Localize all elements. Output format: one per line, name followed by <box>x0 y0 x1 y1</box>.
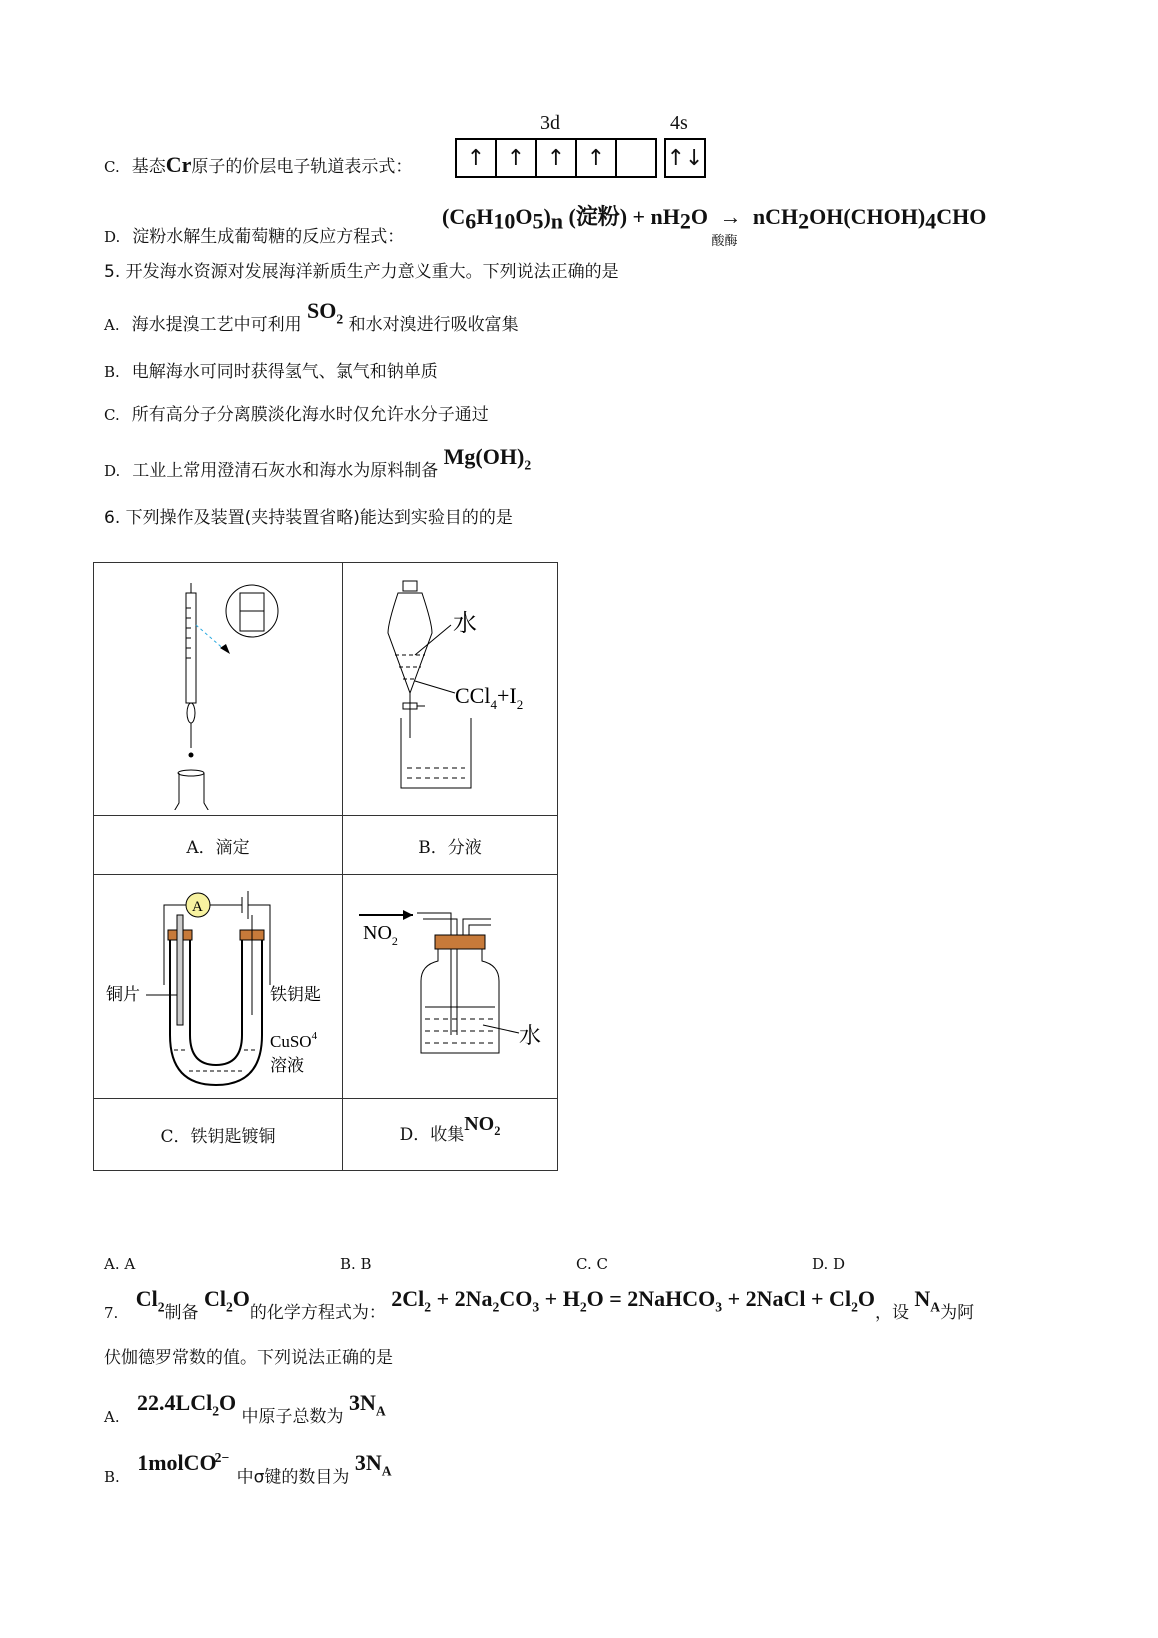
water-label: 水 <box>453 609 477 637</box>
solution-label: 溶液 <box>270 1056 304 1076</box>
q5-option-d: D. 工业上常用澄清石灰水和海水为原料制备 $Mg(OH)_2$ <box>104 444 532 481</box>
q6-stem: 6. 下列操作及装置(夹持装置省略)能达到实验目的的是 <box>104 508 513 528</box>
caption-d: D．收集$NO_2$ <box>343 1099 558 1171</box>
orbital-3d-boxes <box>455 138 657 178</box>
q6-answer-c: C. C <box>576 1255 608 1273</box>
water-label-d: 水 <box>519 1024 542 1049</box>
gas-collection-figure <box>343 875 558 1099</box>
caption-c: C．铁钥匙镀铜 <box>94 1099 343 1171</box>
q7-option-a: A. 22.4LCl$_2$O 中原子总数为 $3N_A$ <box>104 1390 386 1427</box>
up-arrow-icon: ↑ <box>457 140 497 176</box>
no2-label: $NO_2$ <box>363 922 398 948</box>
q5-option-c: C. 所有高分子分离膜淡化海水时仅允许水分子通过 <box>104 405 489 425</box>
q5-option-b: B. 电解海水可同时获得氢气、氯气和钠单质 <box>104 362 438 382</box>
orbital-4s-box <box>664 138 706 178</box>
ammeter-label: A <box>192 899 203 915</box>
cuso4-label: CuSO$^4$ <box>270 1030 318 1051</box>
copper-label: 铜片 <box>106 985 140 1005</box>
q7-option-b: B. 1molCO$^{2-}$ 中σ键的数目为 $3N_A$ <box>104 1450 392 1488</box>
orbital-label-4s: 4s <box>670 112 688 134</box>
q5-stem: 5. 开发海水资源对发展海洋新质生产力意义重大。下列说法正确的是 <box>104 262 619 282</box>
q6-answer-b: B. B <box>340 1255 372 1273</box>
separatory-funnel-figure <box>343 563 558 816</box>
empty-orbital <box>617 140 655 176</box>
up-down-arrow-icon: ↑↓ <box>666 145 704 171</box>
key-label: 铁钥匙 <box>270 985 321 1005</box>
caption-b: B．分液 <box>343 816 558 875</box>
q6-answer-a: A. A <box>104 1255 136 1273</box>
q7-stem-line2: 伏伽德罗常数的值。下列说法正确的是 <box>104 1348 393 1368</box>
ccl4-label: $CCl_4+I_2$ <box>455 683 524 712</box>
q4-option-d: D. 淀粉水解生成葡萄糖的反应方程式： <box>104 227 405 247</box>
q5-option-a: A. 海水提溴工艺中可利用 $SO_2$ 和水对溴进行吸收富集 <box>104 298 519 335</box>
orbital-label-3d: 3d <box>540 112 560 134</box>
electroplating-figure <box>94 875 343 1099</box>
titration-figure <box>94 563 343 816</box>
q7-stem: 7. $Cl_2$制备 $Cl_2O$的化学方程式为： $2Cl_2 + 2Na_2CO_3 + H_2O$ = 2NaHCO$_3$ + 2NaCl + $Cl_2O$，设 $N_A$为阿 <box>104 1286 975 1323</box>
up-arrow-icon: ↑ <box>577 140 617 176</box>
up-arrow-icon: ↑ <box>537 140 577 176</box>
q4-option-c: C. 基态Cr原子的价层电子轨道表示式： <box>104 152 413 177</box>
starch-hydrolysis-equation: $(C_6H_{10}O_5)_n$ (淀粉) + $nH_2O$ → 酸酶 $nCH_2OH(CHOH)_4CHO$ <box>442 204 987 249</box>
caption-a: A．滴定 <box>94 816 343 875</box>
q6-answer-d: D. D <box>812 1255 846 1273</box>
up-arrow-icon: ↑ <box>497 140 537 176</box>
apparatus-table <box>93 562 558 1171</box>
